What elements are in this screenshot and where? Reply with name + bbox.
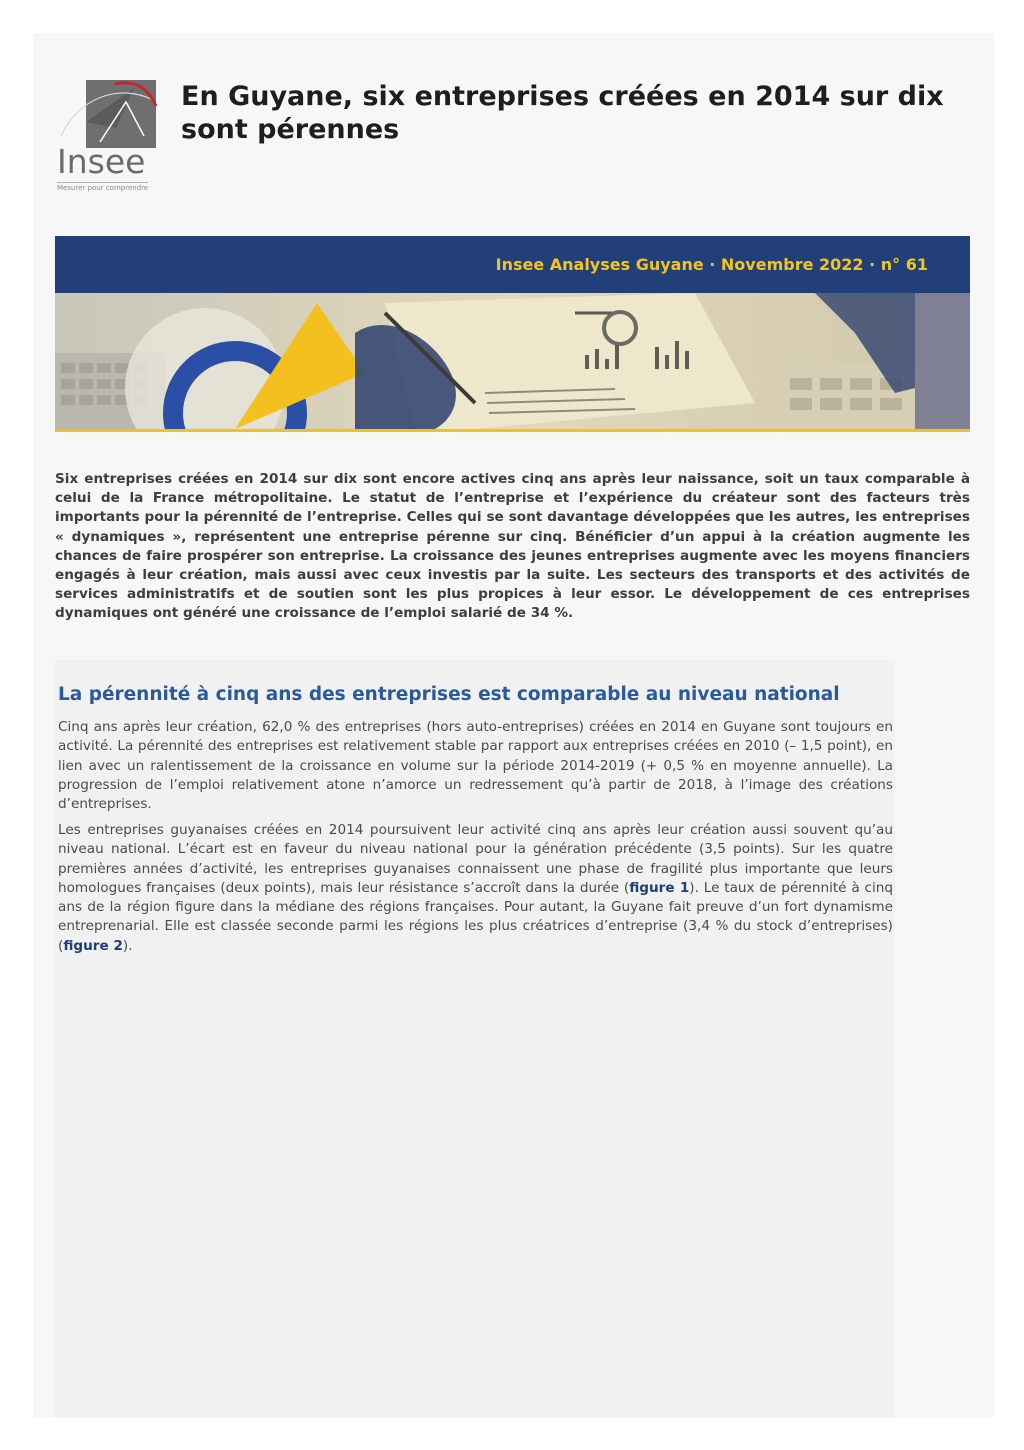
paragraph-2-text-c: ). xyxy=(122,937,133,954)
paragraph-2-text-b: ). Le taux de pérennité à cinq ans de la région figure dans la médiane des régions françaises. Pour autant, la Guyane fait preuve d’un fort dynamisme entreprenarial. Elle est classée seconde parmi les régions les plus créatrices d’entreprise (3,4 % du stock d’entreprises) ( xyxy=(58,879,893,954)
figure-1-link[interactable]: figure 1 xyxy=(629,879,690,896)
paragraph-2 xyxy=(58,821,893,956)
section-title: La pérennité à cinq ans des entreprises est comparable au niveau national xyxy=(58,684,840,705)
paragraph-1: Cinq ans après leur création, 62,0 % des entreprises (hors auto-entreprises) créées en 2014 en Guyane sont toujours en activité. La pérennité des entreprises est relativement stable par rapport aux entreprises créées en 2010 (– 1,5 point), en lien avec un ralentissement de la croissance en volume sur la période 2014-2019 (+ 0,5 % en moyenne annuelle). La progression de l’emploi relativement atone n’amorce un redressement qu’à partir de 2018, à l’image des créations d’entreprises. xyxy=(58,719,893,813)
logo-wordmark: Insee xyxy=(57,142,146,181)
insee-logo[interactable] xyxy=(57,78,159,196)
banner-illustration xyxy=(55,293,970,432)
figure-2-link[interactable]: figure 2 xyxy=(63,937,123,954)
paragraph-2-text-a: Les entreprises guyanaises créées en 2014 poursuivent leur activité cinq ans après leur création aussi souvent qu’au niveau national. L’écart est en faveur du niveau national pour la génération précédente (3,5 points). Sur les quatre premières années d’activité, les entreprises guyanaises connaissent une phase de fragilité plus importante que leurs homologues françaises (deux points), mais leur résistance s’accroît dans la durée ( xyxy=(58,822,893,896)
publication-banner xyxy=(55,236,970,293)
logo-tagline: Mesurer pour comprendre xyxy=(57,184,149,192)
page-title: En Guyane, six entreprises créées en 2014 sur dix sont pérennes xyxy=(181,81,944,145)
publication-label: Insee Analyses Guyane · Novembre 2022 · n° 61 xyxy=(495,255,928,274)
abstract: Six entreprises créées en 2014 sur dix sont encore actives cinq ans après leur naissance, soit un taux comparable à celui de la France métropolitaine. Le statut de l’entreprise et l’expérience du créateur sont des facteurs très importants pour la pérennité de l’entreprise. Celles qui se sont davantage développées que les autres, les entreprises « dynamiques », représentent une entreprise pérenne sur cinq. Bénéficier d’un appui à la création augmente les chances de faire prospérer son entreprise. La croissance des jeunes entreprises augmente avec les moyens financiers engagés à leur création, mais aussi avec ceux investis par la suite. Les secteurs des transports et des activités de services administratifs et de soutien sont les plus propices à leur essor. Le développement de ces entreprises dynamiques ont généré une croissance de l’emploi salarié de 34 %. xyxy=(55,471,970,622)
content-section xyxy=(55,660,895,1418)
